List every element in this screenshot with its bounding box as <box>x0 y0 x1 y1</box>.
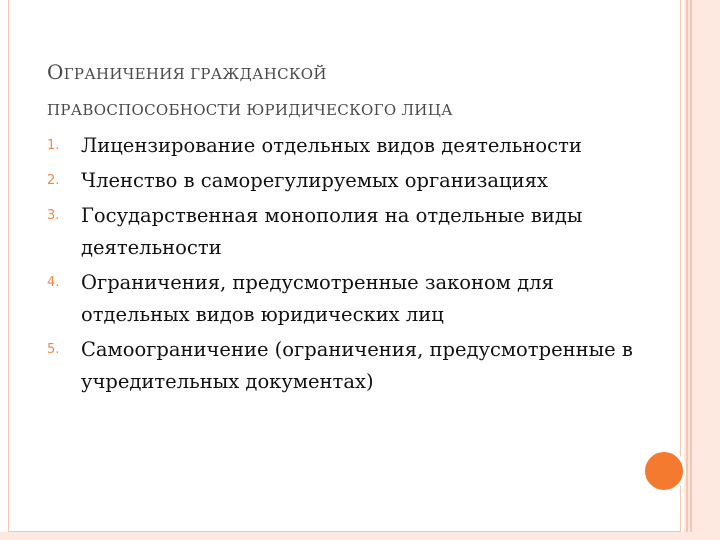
list-number: 5. <box>47 342 60 357</box>
restrictions-list <box>47 130 637 401</box>
list-number: 1. <box>47 138 60 153</box>
list-item <box>47 200 637 264</box>
list-item <box>47 165 637 197</box>
list-item-text: Членство в саморегулируемых организациях <box>81 169 548 192</box>
list-item-text: Государственная монополия на отдельные виды деятельности <box>81 204 583 259</box>
right-decorative-band <box>684 0 720 540</box>
slide-title <box>47 54 647 128</box>
list-item-text: Лицензирование отдельных видов деятельности <box>81 134 582 157</box>
band-line <box>686 0 688 540</box>
list-item-text: Ограничения, предусмотренные законом для отдельных видов юридических лиц <box>81 271 554 326</box>
list-item <box>47 267 637 331</box>
title-line-2: ПРАВОСПОСОБНОСТИ ЮРИДИЧЕСКОГО ЛИЦА <box>47 101 453 119</box>
orange-circle-decoration <box>642 449 686 493</box>
title-line-1 <box>47 54 647 92</box>
title-line-1-rest: ГРАНИЧЕНИЯ ГРАЖДАНСКОЙ <box>63 65 327 83</box>
bottom-decorative-band <box>0 532 720 540</box>
band-line <box>690 0 692 540</box>
list-number: 2. <box>47 173 60 188</box>
list-item <box>47 334 637 398</box>
title-initial: О <box>47 60 64 84</box>
list-item <box>47 130 637 162</box>
list-number: 3. <box>47 208 60 223</box>
list-item-text: Самоограничение (ограничения, предусмотренные в учредительных документах) <box>81 338 633 393</box>
list-number: 4. <box>47 275 60 290</box>
